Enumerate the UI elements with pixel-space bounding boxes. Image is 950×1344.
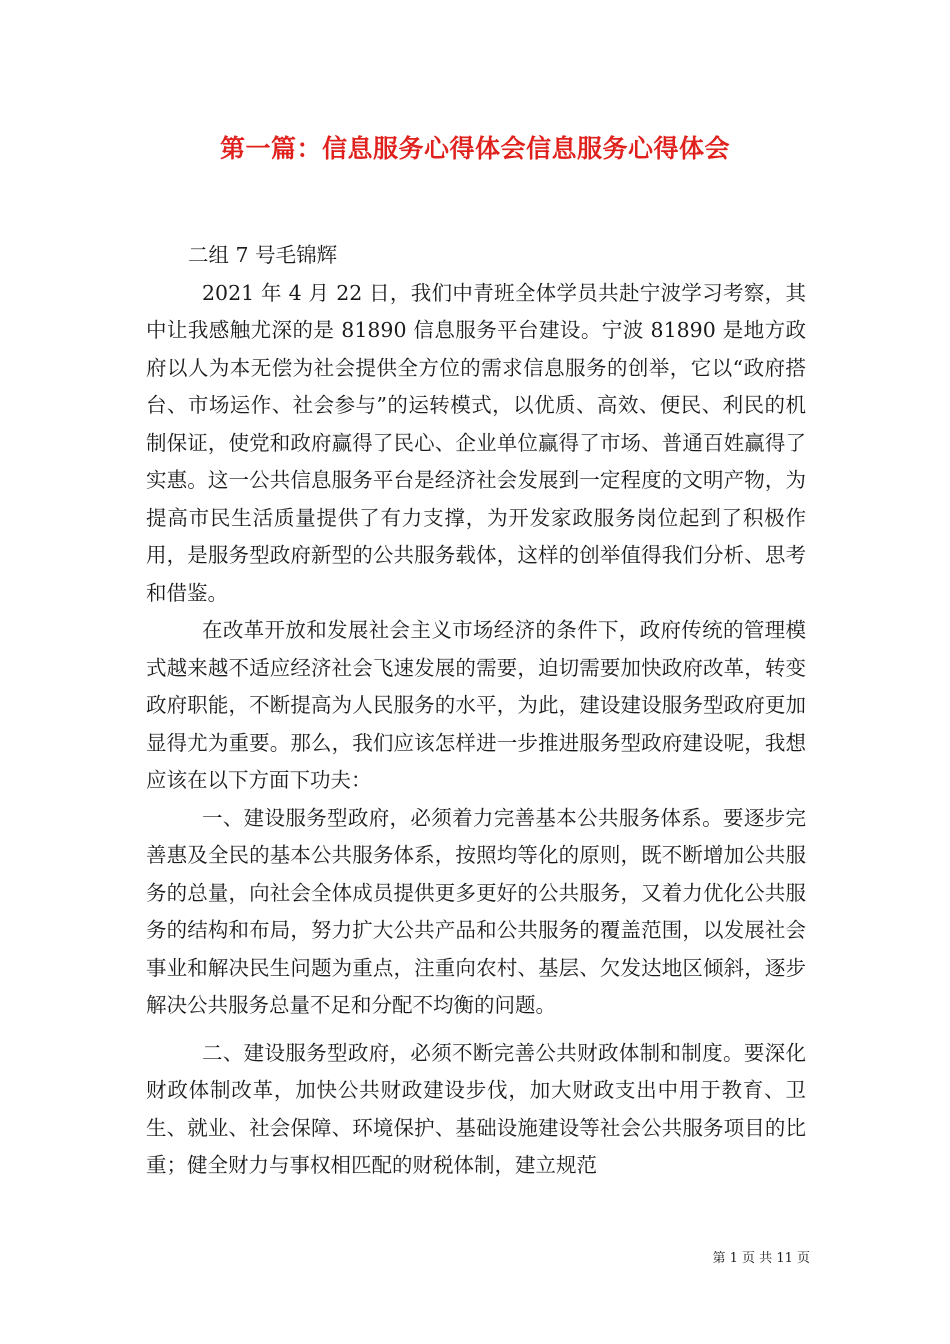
paragraph-4: 二、建设服务型政府，必须不断完善公共财政体制和制度。要深化财政体制改革，加快公共财政建设步伐，加大财政支出中用于教育、卫生、就业、社会保障、环境保护、基础设施建设等社会公共服务项目的比重；健全财力与事权相匹配的财税体制，建立规范	[146, 1040, 806, 1177]
paragraph-3: 一、建设服务型政府，必须着力完善基本公共服务体系。要逐步完善惠及全民的基本公共服务体系，按照均等化的原则，既不断增加公共服务的总量，向社会全体成员提供更多更好的公共服务，又着力优化公共服务的结构和布局，努力扩大公共产品和公共服务的覆盖范围，以发展社会事业和解决民生问题为重点，注重向农村、基层、欠发达地区倾斜，逐步解决公共服务总量不足和分配不均衡的问题。	[146, 805, 806, 1017]
document-body	[146, 237, 806, 1185]
paragraph-2: 在改革开放和发展社会主义市场经济的条件下，政府传统的管理模式越来越不适应经济社会飞速发展的需要，迫切需要加快政府改革，转变政府职能，不断提高为人民服务的水平，为此，建设建设服务型政府更加显得尤为重要。那么，我们应该怎样进一步推进服务型政府建设呢，我想应该在以下方面下功夫：	[146, 618, 806, 792]
page-number: 第 1 页 共 11 页	[712, 1251, 810, 1266]
author-line: 二组 7 号毛锦辉	[188, 243, 338, 267]
paragraph-1: 2021 年 4 月 22 日，我们中青班全体学员共赴宁波学习考察，其中让我感触尤深的是 81890 信息服务平台建设。宁波 81890 是地方政府以人为本无偿为社会提供全方位的需求信息服务的创举，它以“政府搭台、市场运作、社会参与”的运转模式，以优质、高效、便民、利民的机制保证，使党和政府赢得了民心、企业单位赢得了市场、普通百姓赢得了实惠。这一公共信息服务平台是经济社会发展到一定程度的文明产物，为提高市民生活质量提供了有力支撑，为开发家政服务岗位起到了积极作用，是服务型政府新型的公共服务载体，这样的创举值得我们分析、思考和借鉴。	[146, 280, 806, 605]
document-title: 第一篇：信息服务心得体会信息服务心得体会	[219, 134, 730, 163]
